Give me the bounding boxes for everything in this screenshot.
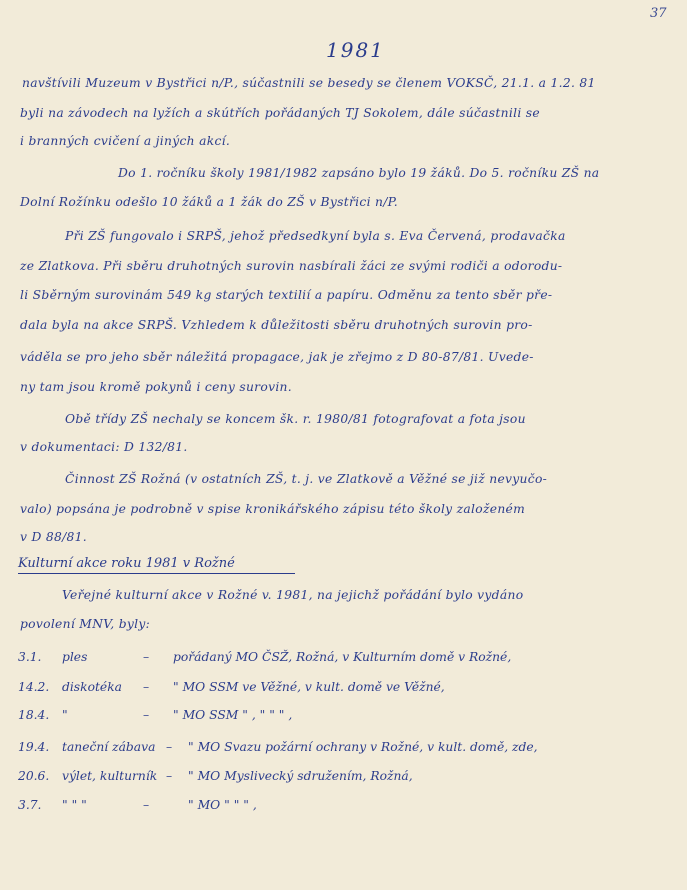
page-number: 37 [650, 6, 667, 21]
event-dash: – [143, 708, 150, 722]
event-organizer: pořádaný MO ČSŽ, Rožná, v Kulturním domě v Rožné, [173, 650, 512, 664]
body-line: byli na závodech na lyžích a skútřích pořádaných TJ Sokolem, dále súčastnili se [20, 106, 540, 120]
event-dash: – [166, 740, 173, 754]
body-line: li Sběrným surovinám 549 kg starých textilií a papíru. Odměnu za tento sběr pře- [20, 288, 553, 302]
event-organizer: " MO Myslivecký sdružením, Rožná, [188, 769, 413, 783]
page-year-title: 1981 [326, 38, 385, 62]
body-line: Do 1. ročníku školy 1981/1982 zapsáno bylo 19 žáků. Do 5. ročníku ZŠ na [118, 166, 600, 180]
event-date: 18.4. [18, 708, 50, 722]
event-name: " [62, 708, 68, 722]
event-date: 20.6. [18, 769, 50, 783]
body-line: valo) popsána je podrobně v spise kronikářského zápisu této školy založeném [20, 502, 526, 516]
body-line: Obě třídy ZŠ nechaly se koncem šk. r. 1980/81 fotografovat a fota jsou [65, 412, 526, 426]
intro-line: povolení MNV, byly: [20, 617, 151, 631]
event-dash: – [166, 769, 173, 783]
event-name: " " " [62, 798, 87, 812]
event-date: 14.2. [18, 680, 50, 694]
body-line: Činnost ZŠ Rožná (v ostatních ZŠ, t. j. ve Zlatkově a Věžné se již nevyučo- [65, 472, 548, 486]
event-organizer: " MO SSM ve Věžné, v kult. domě ve Věžné, [173, 680, 445, 694]
body-line: navštívili Muzeum v Bystřici n/P., súčastnili se besedy se členem VOKSČ, 21.1. a 1.2. 81 [22, 76, 596, 90]
body-line: ze Zlatkova. Při sběru druhotných surovin nasbírali žáci ze svými rodiči a odorodu- [20, 259, 563, 273]
event-dash: – [143, 798, 150, 812]
event-date: 19.4. [18, 740, 50, 754]
body-line: Při ZŠ fungovalo i SRPŠ, jehož předsedkyní byla s. Eva Červená, prodavačka [65, 229, 566, 243]
body-line: váděla se pro jeho sběr náležitá propagace, jak je zřejmo z D 80-87/81. Uvede- [20, 350, 534, 364]
event-dash: – [143, 680, 150, 694]
intro-line: Veřejné kulturní akce v Rožné v. 1981, na jejichž pořádání bylo vydáno [62, 588, 524, 602]
event-name: taneční zábava [62, 740, 156, 754]
event-name: ples [62, 650, 88, 664]
body-line: ny tam jsou kromě pokynů i ceny surovin. [20, 380, 292, 394]
event-organizer: " MO " " " , [188, 798, 257, 812]
event-organizer: " MO SSM " , " " " , [173, 708, 293, 722]
body-line: i branných cvičení a jiných akcí. [20, 134, 231, 148]
event-date: 3.1. [18, 650, 42, 664]
body-line: v dokumentaci: D 132/81. [20, 440, 188, 454]
event-organizer: " MO Svazu požární ochrany v Rožné, v kult. domě, zde, [188, 740, 538, 754]
event-date: 3.7. [18, 798, 42, 812]
body-line: v D 88/81. [20, 530, 87, 544]
body-line: Dolní Rožínku odešlo 10 žáků a 1 žák do ZŠ v Bystřici n/P. [20, 195, 398, 209]
event-name: diskotéka [62, 680, 122, 694]
event-dash: – [143, 650, 150, 664]
body-line: dala byla na akce SRPŠ. Vzhledem k důležitosti sběru druhotných surovin pro- [20, 318, 533, 332]
section-heading: Kulturní akce roku 1981 v Rožné [18, 556, 295, 574]
event-name: výlet, kulturník [62, 769, 158, 783]
